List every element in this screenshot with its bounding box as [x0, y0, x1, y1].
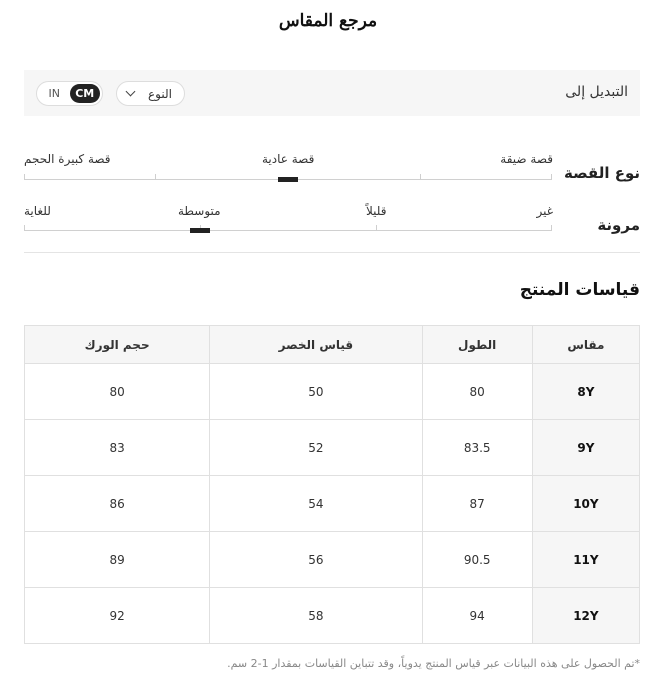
- cell-length: 80: [422, 364, 532, 420]
- fit-label-oversized: قصة كبيرة الحجم: [24, 152, 111, 166]
- stretch-label-slight: قليلاً: [366, 204, 387, 218]
- cell-hip: 80: [25, 364, 210, 420]
- stretch-scale: [24, 202, 640, 242]
- cell-hip: 89: [25, 532, 210, 588]
- cell-length: 83.5: [422, 420, 532, 476]
- cell-waist: 58: [210, 588, 422, 644]
- table-row: [25, 588, 640, 644]
- header-size: مقاس: [532, 326, 639, 364]
- scale-tick: [551, 225, 552, 231]
- cell-length: 87: [422, 476, 532, 532]
- fit-label-slim: قصة ضيقة: [500, 152, 553, 166]
- unit-toggle[interactable]: [36, 81, 103, 106]
- cell-hip: 86: [25, 476, 210, 532]
- scale-tick: [551, 174, 552, 180]
- table-row: [25, 532, 640, 588]
- fit-scale-track: [24, 179, 552, 180]
- cell-size: 11Y: [532, 532, 639, 588]
- stretch-label-medium: متوسطة: [178, 204, 221, 218]
- stretch-scale-title: مرونة: [597, 216, 640, 234]
- table-row: [25, 476, 640, 532]
- stretch-scale-track: [24, 230, 552, 231]
- table-row: [25, 364, 640, 420]
- header-waist: قياس الخصر: [210, 326, 422, 364]
- stretch-label-high: للغاية: [24, 204, 51, 218]
- page-title: مرجع المقاس: [278, 11, 378, 31]
- cell-waist: 52: [210, 420, 422, 476]
- convert-label: التبديل إلى: [565, 84, 628, 100]
- cell-waist: 56: [210, 532, 422, 588]
- cell-hip: 92: [25, 588, 210, 644]
- type-select[interactable]: [116, 81, 185, 106]
- scale-tick: [24, 174, 25, 180]
- fit-scale-title: نوع القصة: [564, 164, 640, 182]
- measurement-disclaimer: *تم الحصول على هذه البيانات عبر قياس المنتج يدوياً، وقد تتباين القياسات بمقدار 1-2 سم.: [227, 657, 640, 670]
- table-header-row: [25, 326, 640, 364]
- measurements-title: قياسات المنتج: [519, 280, 640, 300]
- unit-option-in[interactable]: IN: [48, 87, 60, 100]
- measurements-table: [24, 325, 640, 644]
- cell-size: 9Y: [532, 420, 639, 476]
- fit-scale: [24, 150, 640, 190]
- scale-tick: [24, 225, 25, 231]
- header-hip: حجم الورك: [25, 326, 210, 364]
- scale-tick: [155, 174, 156, 180]
- cell-size: 8Y: [532, 364, 639, 420]
- cell-waist: 50: [210, 364, 422, 420]
- fit-label-regular: قصة عادية: [262, 152, 315, 166]
- unit-option-cm[interactable]: CM: [70, 84, 101, 103]
- stretch-label-none: غير: [536, 204, 553, 218]
- stretch-marker: [190, 228, 210, 233]
- unit-conversion-bar: [24, 70, 640, 116]
- cell-size: 12Y: [532, 588, 639, 644]
- cell-length: 94: [422, 588, 532, 644]
- fit-marker: [278, 177, 298, 182]
- cell-size: 10Y: [532, 476, 639, 532]
- cell-hip: 83: [25, 420, 210, 476]
- table-row: [25, 420, 640, 476]
- chevron-down-icon: [126, 87, 136, 97]
- type-select-value: النوع: [148, 86, 172, 101]
- cell-waist: 54: [210, 476, 422, 532]
- header-length: الطول: [422, 326, 532, 364]
- scale-tick: [376, 225, 377, 231]
- scale-tick: [420, 174, 421, 180]
- divider: [24, 252, 640, 253]
- cell-length: 90.5: [422, 532, 532, 588]
